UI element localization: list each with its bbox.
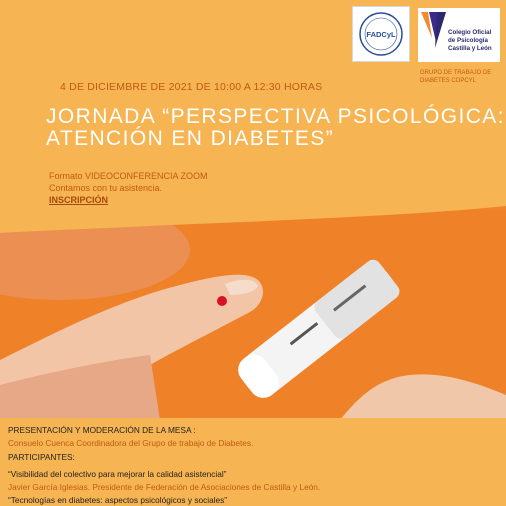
event-title-line1: JORNADA “PERSPECTIVA PSICOLÓGICA:: [46, 105, 505, 128]
colegio-logo-line2: de Psicología: [448, 37, 488, 44]
attendance-note: Contamos con tu asistencia.: [49, 183, 163, 193]
event-date: 4 DE DICIEMBRE DE 2021 DE 10:00 A 12:30 HORAS: [60, 81, 323, 93]
event-info: [49, 170, 208, 206]
talk2-title: “Tecnologías en diabetes: aspectos psicológicos y sociales”: [8, 495, 228, 505]
event-title: [46, 106, 505, 150]
presenter: Consuelo Cuenca Coordinadora del Grupo de trabajo de Diabetes.: [8, 438, 254, 448]
signup-link[interactable]: INSCRIPCIÓN: [49, 195, 109, 205]
event-format: Formato VIDEOCONFERENCIA ZOOM: [49, 171, 208, 181]
colegio-logo-line3: Castilla y León: [448, 45, 492, 52]
working-group-label: GRUPO DE TRABAJO DE DIABETES COPCYL: [420, 70, 492, 84]
event-title-line2: ATENCIÓN EN DIABETES”: [46, 127, 335, 150]
program-panel: [0, 418, 506, 506]
fadcyl-logo: [352, 6, 410, 62]
blood-drop: [217, 296, 227, 306]
talk1-speaker: Javier García Iglesias. Presidente de Federación de Asociaciones de Castilla y León.: [8, 482, 321, 492]
participants-heading: PARTICIPANTES:: [8, 452, 75, 462]
colegio-psicologia-logo: [418, 8, 500, 62]
presentation-heading: PRESENTACIÓN Y MODERACIÓN DE LA MESA :: [8, 425, 196, 435]
talk1-title: “Visibilidad del colectivo para mejorar la calidad asistencial”: [8, 469, 227, 479]
colegio-logo-line1: Colegio Oficial: [448, 29, 492, 36]
fadcyl-logo-text: FADCyL: [366, 30, 396, 39]
